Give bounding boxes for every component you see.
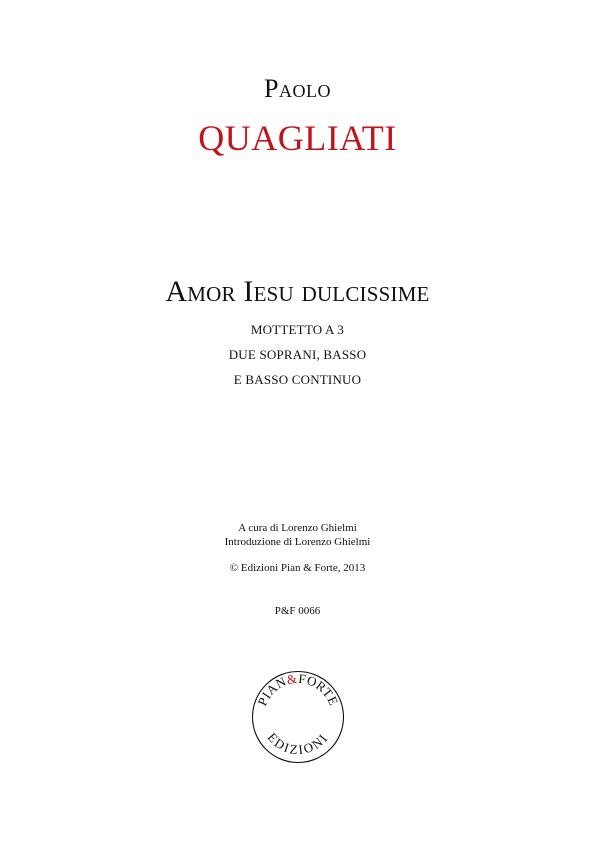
copyright-notice: © Edizioni Pian & Forte, 2013: [229, 562, 366, 574]
subtitle-line: DUE SOPRANI, BASSO: [228, 347, 367, 362]
work-title: Amor Iesu dulcissime: [165, 275, 430, 308]
composer-last-name: QUAGLIATI: [198, 118, 397, 158]
seal-top-text: PIAN&FORTE: [254, 670, 342, 708]
introduction-credit: Introduzione di Lorenzo Ghielmi: [224, 536, 371, 548]
seal-bottom-text: EDIZIONI: [264, 729, 332, 758]
editor-credit: A cura di Lorenzo Ghielmi: [238, 522, 357, 534]
subtitle-line: MOTTETTO A 3: [250, 322, 345, 337]
subtitle-line: E BASSO CONTINUO: [233, 372, 362, 387]
composer-first-name: Paolo: [264, 74, 331, 103]
catalog-number: P&F 0066: [274, 605, 321, 617]
publisher-seal-logo: [251, 670, 345, 764]
